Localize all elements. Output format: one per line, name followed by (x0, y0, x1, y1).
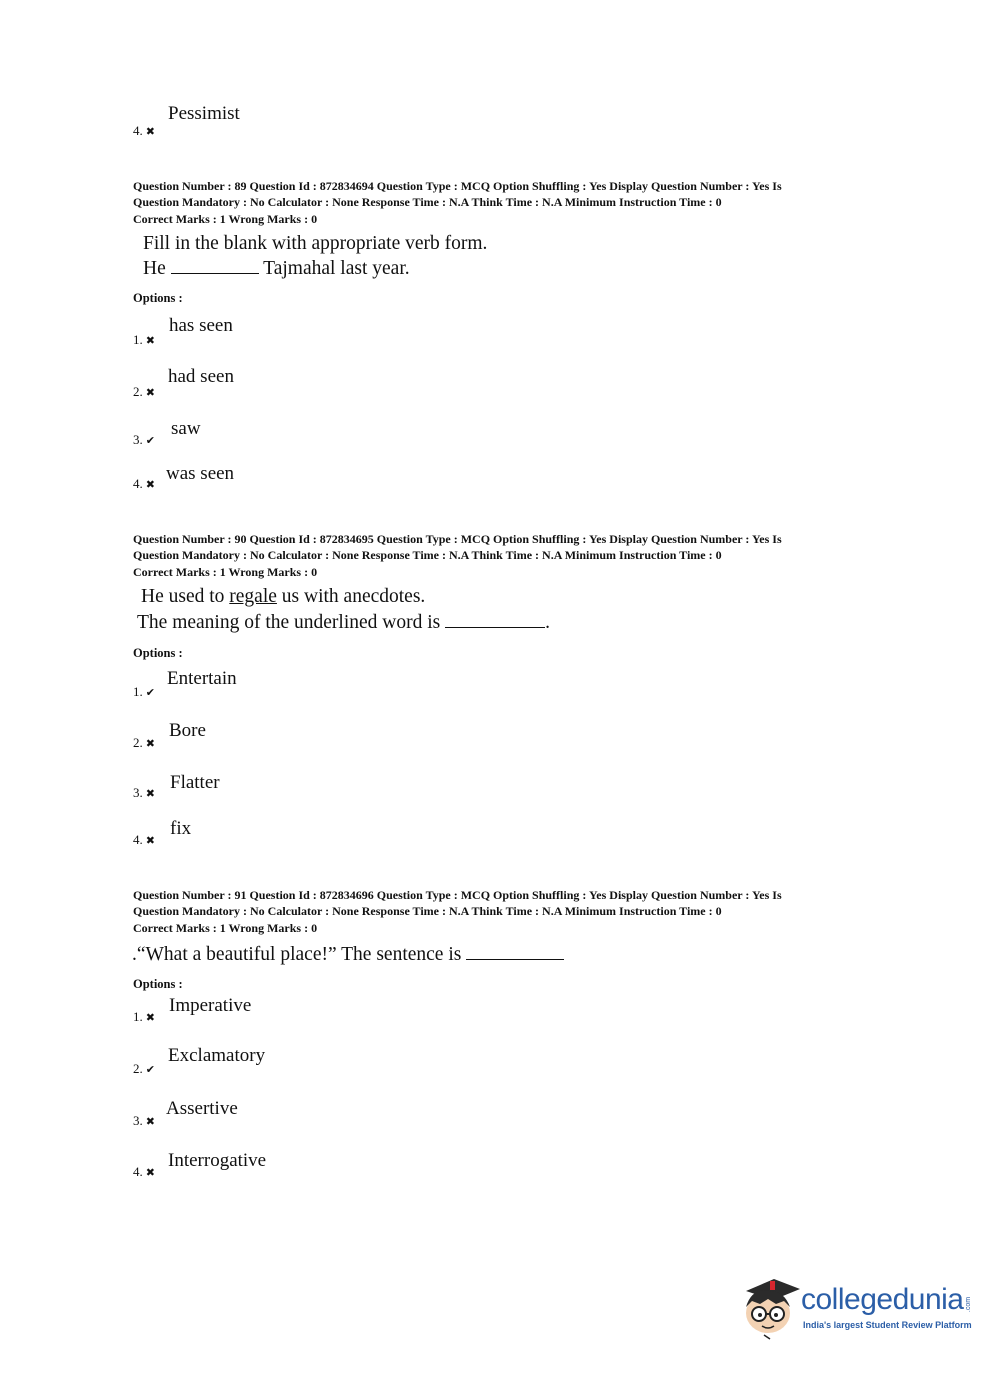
correct-icon: ✔ (145, 687, 155, 699)
option-text: Interrogative (168, 1150, 267, 1171)
collegedunia-logo (740, 1273, 973, 1345)
option-number: 4. (133, 832, 143, 847)
question-line-2-pre: The meaning of the underlined word is (137, 612, 441, 633)
wrong-icon: ✖ (145, 738, 155, 750)
question-meta (133, 888, 782, 937)
option-text: Flatter (170, 772, 220, 793)
option-text: has seen (169, 315, 233, 336)
meta-line-1: Question Number : 89 Question Id : 872834694 Question Type : MCQ Option Shuffling : Yes Display Question Number : Yes Is (133, 179, 782, 193)
question-line-2-post: Tajmahal last year. (263, 258, 410, 279)
option-number: 4. (133, 1164, 143, 1179)
option-text: Bore (169, 720, 206, 741)
option-number: 3. (133, 785, 143, 800)
option-number: 1. (133, 684, 143, 699)
question-text (132, 942, 564, 967)
question-line-2-pre: He (143, 258, 166, 279)
correct-icon: ✔ (145, 1064, 155, 1076)
option-text: had seen (168, 366, 234, 387)
option-number: 3. (133, 1113, 143, 1128)
wrong-icon: ✖ (145, 1116, 155, 1128)
wrong-icon: ✖ (145, 835, 155, 847)
option-number: 1. (133, 1009, 143, 1024)
question-line-1-post: us with anecdotes. (281, 586, 426, 607)
question-line-2-post: . (545, 612, 550, 633)
meta-line-1: Question Number : 91 Question Id : 872834696 Question Type : MCQ Option Shuffling : Yes Display Question Number : Yes Is (133, 888, 782, 902)
correct-icon: ✔ (145, 435, 155, 447)
meta-line-2: Question Mandatory : No Calculator : None Response Time : N.A Think Time : N.A Minimum Instruction Time : 0 (133, 547, 722, 562)
question-meta (133, 179, 782, 228)
answer-blank (445, 627, 545, 628)
option-number: 1. (133, 332, 143, 347)
brand-suffix: .com (965, 1297, 973, 1313)
option-text: Exclamatory (168, 1045, 266, 1066)
wrong-icon: ✖ (145, 479, 155, 491)
mascot-icon (740, 1273, 802, 1341)
question-text (137, 584, 550, 636)
wrong-icon: ✖ (145, 788, 155, 800)
question-line-1-pre: He used to (141, 586, 225, 607)
option-text: saw (171, 418, 201, 439)
options-label: Options : (133, 646, 183, 660)
wrong-icon: ✖ (145, 1012, 155, 1024)
brand-tagline: India's largest Student Review Platform (803, 1320, 972, 1330)
option-text: fix (170, 818, 192, 839)
answer-blank (466, 959, 564, 960)
underlined-word: regale (229, 586, 277, 607)
question-text (143, 231, 487, 281)
marks-line: Correct Marks : 1 Wrong Marks : 0 (133, 565, 318, 579)
wrong-icon: ✖ (145, 387, 155, 399)
wrong-icon: ✖ (145, 335, 155, 347)
question-meta (133, 532, 782, 581)
question-line-1: .“What a beautiful place!” The sentence is (132, 944, 462, 965)
option-number: 3. (133, 432, 143, 447)
meta-line-2: Question Mandatory : No Calculator : None Response Time : N.A Think Time : N.A Minimum Instruction Time : 0 (133, 903, 722, 918)
option-number: 2. (133, 735, 143, 750)
option-number: 2. (133, 1061, 143, 1076)
meta-line-2: Question Mandatory : No Calculator : None Response Time : N.A Think Time : N.A Minimum Instruction Time : 0 (133, 194, 722, 209)
option-text: was seen (166, 463, 235, 484)
answer-blank (171, 273, 259, 274)
options-label: Options : (133, 977, 183, 991)
marks-line: Correct Marks : 1 Wrong Marks : 0 (133, 921, 318, 935)
option-text: Entertain (167, 668, 237, 689)
option-text: Assertive (166, 1098, 238, 1119)
question-line-1: Fill in the blank with appropriate verb form. (143, 233, 488, 254)
options-label: Options : (133, 291, 183, 305)
option-text: Pessimist (168, 103, 240, 124)
wrong-icon: ✖ (145, 126, 155, 138)
option-text: Imperative (169, 995, 252, 1016)
meta-line-1: Question Number : 90 Question Id : 872834695 Question Type : MCQ Option Shuffling : Yes Display Question Number : Yes Is (133, 532, 782, 546)
marks-line: Correct Marks : 1 Wrong Marks : 0 (133, 212, 318, 226)
option-number: 4. (133, 123, 143, 138)
brand-name: collegedunia (801, 1283, 964, 1316)
option-number: 4. (133, 476, 143, 491)
wrong-icon: ✖ (145, 1167, 155, 1179)
option-number: 2. (133, 384, 143, 399)
